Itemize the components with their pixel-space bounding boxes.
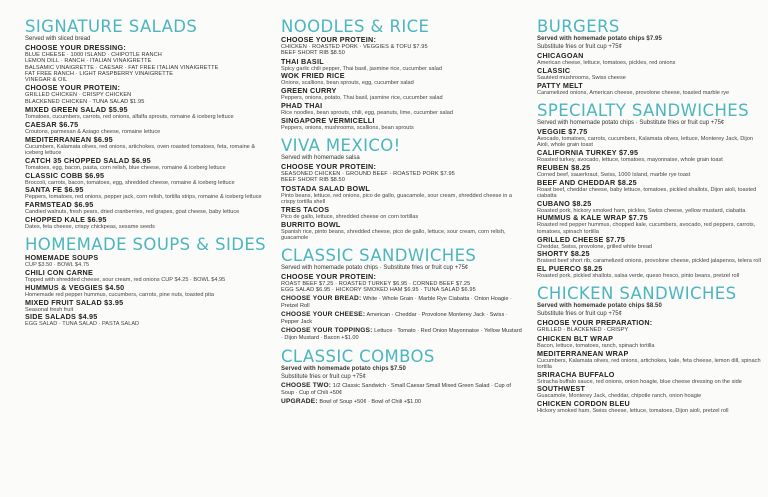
item-name: SANTA FE $6.95: [25, 185, 84, 195]
menu-item: [537, 128, 763, 149]
dressing-line: BLUE CHEESE · 1000 ISLAND · CHIPOTLE RANCH: [25, 52, 162, 58]
classic-combos-section: [281, 348, 525, 406]
section-subtitle: Served with homemade potato chips $7.95: [537, 36, 662, 42]
item-desc: Spicy garlic chili pepper, Thai basil, jasmine rice, cucumber salad: [281, 65, 442, 72]
item-name: GREEN CURRY: [281, 86, 337, 96]
menu-item: [537, 200, 763, 214]
menu-item: [25, 201, 266, 215]
upgrade-options: [281, 398, 525, 406]
item-name: MEDITERRANEAN $6.95: [25, 134, 113, 144]
noodles-rice-section: [281, 18, 525, 131]
item-name: CALIFORNIA TURKEY $7.95: [537, 147, 639, 157]
preparation-line: GRILLED · BLACKENED · CRISPY: [537, 327, 629, 334]
item-desc: Avocado, tomatoes, carrots, cucumbers, Kalamata olives, lettuce, Monterey Jack, Dijon Aioli, whole grain toast: [537, 135, 753, 149]
item-desc: Seasonal fresh fruit: [25, 306, 74, 313]
choose-two-values: 1/2 Classic Sandwich · Small Caesar Small Mixed Green Salad · Cup of Soup · Cup of Chili +50¢: [281, 382, 511, 396]
dressing-heading: CHOOSE YOUR DRESSING:: [25, 43, 126, 52]
item-name: CHICAGOAN: [537, 51, 584, 60]
burgers-section: [537, 18, 763, 96]
item-desc: Onions, scallions, bean sprouts, egg, cucumber salad: [281, 80, 414, 87]
item-name: HUMMUS & KALE WRAP $7.75: [537, 213, 648, 223]
protein-options: [25, 84, 266, 105]
toppings-options: [281, 327, 525, 342]
protein-line: ROAST BEEF $7.25 · ROASTED TURKEY $6.95 · CORNED BEEF $7.25: [281, 281, 471, 288]
item-name: TRES TACOS: [281, 204, 330, 214]
menu-item: [537, 67, 763, 81]
specialty-sandwiches-section: [537, 102, 763, 280]
item-desc: Rice noodles, bean sprouts, chili, egg, peanuts, lime, cucumber salad: [281, 109, 453, 116]
protein-options: [281, 36, 525, 57]
bread-values: White · Whole Grain · Marble Rye Ciabatta · Onion Hoagie · Pretzel Roll: [281, 295, 512, 309]
item-name: THAI BASIL: [281, 56, 324, 66]
item-desc: Pico de gallo, lettuce, shredded cheese on corn tortillas: [281, 213, 419, 220]
protein-line: BEEF SHORT RIB $8.50: [281, 177, 345, 184]
section-title: SPECIALTY SANDWICHES: [537, 100, 749, 120]
item-name: SOUTHWEST: [537, 384, 586, 394]
item-name: HOMEMADE SOUPS: [25, 253, 99, 263]
section-title: NOODLES & RICE: [281, 18, 430, 36]
item-desc: Peppers, onions, potato, Thai basil, jasmine rice, cucumber salad: [281, 95, 443, 102]
item-desc: Roasted pork, pickled shallots, salsa verde, queso fresco, pinto beans, pretzel roll: [537, 273, 740, 280]
menu-item: [281, 206, 525, 220]
item-name: BEEF AND CHEDDAR $8.25: [537, 177, 637, 187]
protein-heading: CHOOSE YOUR PROTEIN:: [281, 35, 377, 44]
menu-item: [281, 102, 525, 116]
section-title: CLASSIC SANDWICHES: [281, 246, 477, 266]
item-desc: Corned beef, sauerkraut, Swiss, 1000 Island, marble rye toast: [537, 171, 691, 178]
menu-item: [25, 216, 266, 230]
item-desc: Cheddar, Swiss, provolone, grilled white bread: [537, 243, 653, 250]
menu-item: [537, 214, 763, 235]
protein-options: [281, 273, 525, 294]
item-desc: Sautéed mushrooms, Swiss cheese: [537, 74, 626, 81]
section-title: HOMEMADE SOUPS & SIDES: [25, 235, 266, 255]
item-desc: Croutons, parmesan & Asiago cheese, romaine lettuce: [25, 128, 161, 135]
item-desc: Peppers, onions, mushrooms, scallions, bean sprouts: [281, 124, 414, 131]
item-name: CATCH 35 CHOPPED SALAD $6.95: [25, 155, 151, 165]
item-desc: Homemade red pepper hummus, cucumbers, carrots, pine nuts, toasted pita: [25, 291, 215, 298]
cheese-values: American · Cheddar · Provolone Monterey Jack · Swiss · Pepper Jack: [281, 311, 508, 325]
item-desc: Roasted pork, hickory smoked ham, pickles, Swiss cheese, yellow mustard, ciabatta: [537, 207, 746, 214]
item-desc: Broccoli, carrots, bacon, tomatoes, egg, shredded cheese, romaine & iceberg lettuce: [25, 179, 235, 186]
menu-item: [281, 117, 525, 131]
item-name: SIDE SALADS $4.95: [25, 312, 98, 322]
section-title: SIGNATURE SALADS: [25, 18, 198, 36]
section-subtitle: Served with homemade salsa: [281, 155, 360, 162]
menu-item: [281, 72, 525, 86]
menu-item: [537, 164, 763, 178]
section-title: VIVA MEXICO!: [281, 136, 401, 156]
upgrade-values: Bowl of Soup +50¢ · Bowl of Chili +$1.00: [319, 398, 422, 405]
menu-item: [537, 82, 763, 96]
menu-item: [25, 106, 266, 120]
menu-item: [25, 313, 266, 327]
viva-mexico-section: [281, 137, 525, 241]
menu-item: [25, 157, 266, 171]
section-subtitle-secondary: Substitute fries or fruit cup +75¢: [281, 373, 366, 380]
item-name: SRIRACHA BUFFALO: [537, 369, 615, 379]
menu-item: [537, 179, 763, 200]
item-name: FARMSTEAD $6.95: [25, 200, 94, 210]
preparation-options: [537, 319, 763, 333]
menu-item: [537, 52, 763, 66]
item-name: CUBANO $8.25: [537, 198, 592, 208]
cheese-label: CHOOSE YOUR CHEESE:: [281, 310, 366, 318]
menu-column-middle: [281, 18, 525, 494]
item-name: CHICKEN CORDON BLEU: [537, 399, 630, 409]
section-subtitle: Served with homemade potato chips · Substitute fries or fruit cup +75¢: [537, 119, 725, 126]
item-desc: Cucumbers, Kalamata olives, red onions, artichokes, oven roasted tomatoes, feta, romaine & iceberg lettuce: [25, 143, 256, 156]
item-name: MIXED GREEN SALAD $5.95: [25, 105, 128, 115]
menu-item: [537, 265, 763, 279]
item-desc: American cheese, lettuce, tomatoes, pickles, red onions: [537, 60, 676, 66]
section-subtitle-secondary: Substitute fries or fruit cup +75¢: [537, 44, 622, 50]
menu-item: [25, 284, 266, 298]
section-subtitle: Served with homemade potato chips $7.50: [281, 365, 406, 372]
section-subtitle: Served with homemade potato chips $8.50: [537, 303, 662, 310]
menu-item: [537, 385, 763, 399]
item-desc: Caramelized onions, American cheese, provolone cheese, toasted marble rye: [537, 89, 730, 96]
menu-item: [281, 87, 525, 101]
item-desc: CUP $3.50 · BOWL $4.75: [25, 262, 90, 269]
signature-salads-section: [25, 18, 266, 230]
section-title: BURGERS: [537, 18, 620, 36]
protein-line: BLACKENED CHICKEN · TUNA SALAD $1.95: [25, 98, 145, 105]
protein-line: BEEF SHORT RIB $8.50: [281, 50, 345, 57]
item-desc: Cucumbers, Kalamata olives, red onions, artichokes, kale, feta cheese, lemon dill, spinach tortilla: [537, 357, 761, 370]
classic-sandwiches-section: [281, 247, 525, 342]
item-desc: Pinto beans, lettuce, red onions, pico de gallo, guacamole, sour cream, shredded cheese in a crispy tortilla shell: [281, 192, 513, 205]
preparation-heading: CHOOSE YOUR PREPARATION:: [537, 318, 653, 328]
item-name: CHICKEN BLT WRAP: [537, 333, 614, 343]
item-name: GRILLED CHEESE $7.75: [537, 234, 626, 244]
item-name: VEGGIE $7.75: [537, 126, 588, 136]
cheese-options: [281, 311, 525, 326]
item-name: HUMMUS & VEGGIES $4.50: [25, 282, 125, 292]
item-name: CHILI CON CARNE: [25, 268, 94, 278]
menu-item: [281, 185, 525, 206]
menu-item: [537, 335, 763, 349]
dressing-line: BALSAMIC VINAIGRETTE · CAESAR · FAT FREE ITALIAN VINAIGRETTE: [25, 64, 219, 71]
item-desc: Hickory smoked ham, Swiss cheese, lettuce, tomatoes, Dijon aioli, pretzel roll: [537, 408, 729, 415]
item-name: TOSTADA SALAD BOWL: [281, 183, 371, 193]
menu-column-right: [537, 18, 763, 494]
toppings-values: Lettuce · Tomato · Red Onion Mayonnaise · Yellow Mustard · Dijon Mustard · Bacon +$1.00: [281, 327, 522, 341]
menu-item: [537, 149, 763, 163]
item-name: PATTY MELT: [537, 80, 583, 90]
item-desc: Braised beef short rib, caramelized onions, provolone cheese, pickled jalapenos, telera roll: [537, 258, 761, 265]
menu-item: [537, 371, 763, 385]
item-name: SINGAPORE VERMICELLI: [281, 115, 375, 125]
section-subtitle: Served with homemade potato chips · Substitute fries or fruit cup +75¢: [281, 265, 469, 272]
item-desc: Bacon, lettuce, tomatoes, ranch, spinach tortilla: [537, 342, 655, 349]
protein-heading: CHOOSE YOUR PROTEIN:: [281, 272, 377, 282]
item-name: REUBEN $8.25: [537, 162, 591, 172]
item-desc: Dates, feta cheese, crispy chickpeas, sesame seeds: [25, 223, 155, 230]
protein-heading: CHOOSE YOUR PROTEIN:: [25, 83, 121, 93]
item-desc: Topped with shredded cheese, sour cream, red onions CUP $4.25 · BOWL $4.95: [25, 277, 226, 284]
dressing-options: [25, 44, 266, 83]
menu-item: [25, 269, 266, 283]
menu-item: [537, 350, 763, 371]
dressing-line: FAT FREE RANCH · LIGHT RASPBERRY VINAIGRETTE: [25, 70, 174, 77]
item-name: CLASSIC COBB $6.95: [25, 170, 105, 180]
menu-item: [25, 136, 266, 157]
protein-line: SEASONED CHICKEN · GROUND BEEF · ROASTED PORK $7.95: [281, 171, 455, 178]
toppings-label: CHOOSE YOUR TOPPINGS:: [281, 326, 373, 334]
upgrade-label: UPGRADE:: [281, 397, 318, 405]
item-desc: EGG SALAD · TUNA SALAD · PASTA SALAD: [25, 321, 140, 328]
item-desc: Sriracha buffalo sauce, red onions, onion hoagie, blue cheese dressing on the side: [537, 378, 742, 385]
item-desc: Candied walnuts, fresh pears, dried cranberries, red grapes, goat cheese, baby lettuce: [25, 209, 240, 216]
choose-two-options: [281, 382, 525, 397]
item-name: PHAD THAI: [281, 100, 323, 110]
item-name: BURRITO BOWL: [281, 219, 341, 229]
item-name: MEDITERRANEAN WRAP: [537, 348, 629, 358]
dressing-line: LEMON DILL · RANCH · ITALIAN VINAIGRETTE: [25, 58, 152, 65]
item-desc: Tomatoes, egg, bacon, pasta, corn relish, blue cheese, romaine & iceberg lettuce: [25, 164, 226, 171]
item-name: CAESAR $6.75: [25, 119, 79, 129]
soups-sides-section: [25, 236, 266, 327]
bread-label: CHOOSE YOUR BREAD:: [281, 294, 362, 302]
item-desc: Guacamole, Monterey Jack, cheddar, chipotle ranch, onion hoagie: [537, 393, 702, 400]
item-desc: Peppers, tomatoes, red onions, pepper jack, corn relish, tortilla strips, romaine & iceberg lettuce: [25, 194, 262, 201]
protein-line: EGG SALAD $6.95 · HICKORY SMOKED HAM $6.95 · TUNA SALAD $6.95: [281, 287, 476, 294]
item-desc: Roasted red pepper hummus, chopped kale, cucumbers, avocado, red peppers, carrots, tomatoes, spinach tortilla: [537, 222, 756, 235]
protein-options: [281, 163, 525, 184]
menu-item: [25, 186, 266, 200]
item-desc: Roasted turkey, avocado, lettuce, tomatoes, mayonnaise, whole grain toast: [537, 156, 723, 163]
menu-item: [25, 254, 266, 268]
item-name: SHORTY $8.25: [537, 249, 590, 259]
item-desc: Spanish rice, pinto beans, shredded cheese, pico de gallo, lettuce, sour cream, corn relish, guacamole: [281, 228, 506, 241]
protein-heading: CHOOSE YOUR PROTEIN:: [281, 162, 377, 172]
bread-options: [281, 295, 525, 310]
menu-item: [537, 236, 763, 250]
menu-column-left: [25, 18, 266, 494]
item-name: CLASSIC: [537, 65, 571, 75]
choose-two-label: CHOOSE TWO:: [281, 381, 332, 389]
protein-line: GRILLED CHICKEN · CRISPY CHICKEN: [25, 92, 132, 99]
menu-item: [281, 58, 525, 72]
item-name: CHOPPED KALE $6.95: [25, 214, 107, 224]
section-subtitle: Served with sliced bread: [25, 36, 91, 42]
item-name: WOK FRIED RICE: [281, 71, 345, 81]
section-title: CLASSIC COMBOS: [281, 346, 435, 366]
protein-line: CHICKEN · ROASTED PORK · VEGGIES & TOFU $7.95: [281, 44, 428, 50]
menu-item: [281, 221, 525, 242]
menu-item: [537, 400, 763, 414]
section-title: CHICKEN SANDWICHES: [537, 284, 737, 304]
item-name: MIXED FRUIT SALAD $3.95: [25, 297, 124, 307]
dressing-line: VINEGAR & OIL: [25, 77, 68, 84]
item-desc: Roast beef, cheddar cheese, baby lettuce, tomatoes, pickled shallots, Dijon aioli, toasted ciabatta: [537, 186, 757, 199]
section-subtitle-secondary: Substitute fries or fruit cup +75¢: [537, 311, 622, 318]
item-name: EL PUERCO $8.25: [537, 264, 603, 274]
menu-item: [25, 299, 266, 313]
menu-item: [25, 172, 266, 186]
menu-item: [25, 121, 266, 135]
chicken-sandwiches-section: [537, 285, 763, 414]
menu-item: [537, 250, 763, 264]
item-desc: Tomatoes, cucumbers, carrots, red onions, alfalfa sprouts, romaine & iceberg lettuce: [25, 114, 234, 121]
